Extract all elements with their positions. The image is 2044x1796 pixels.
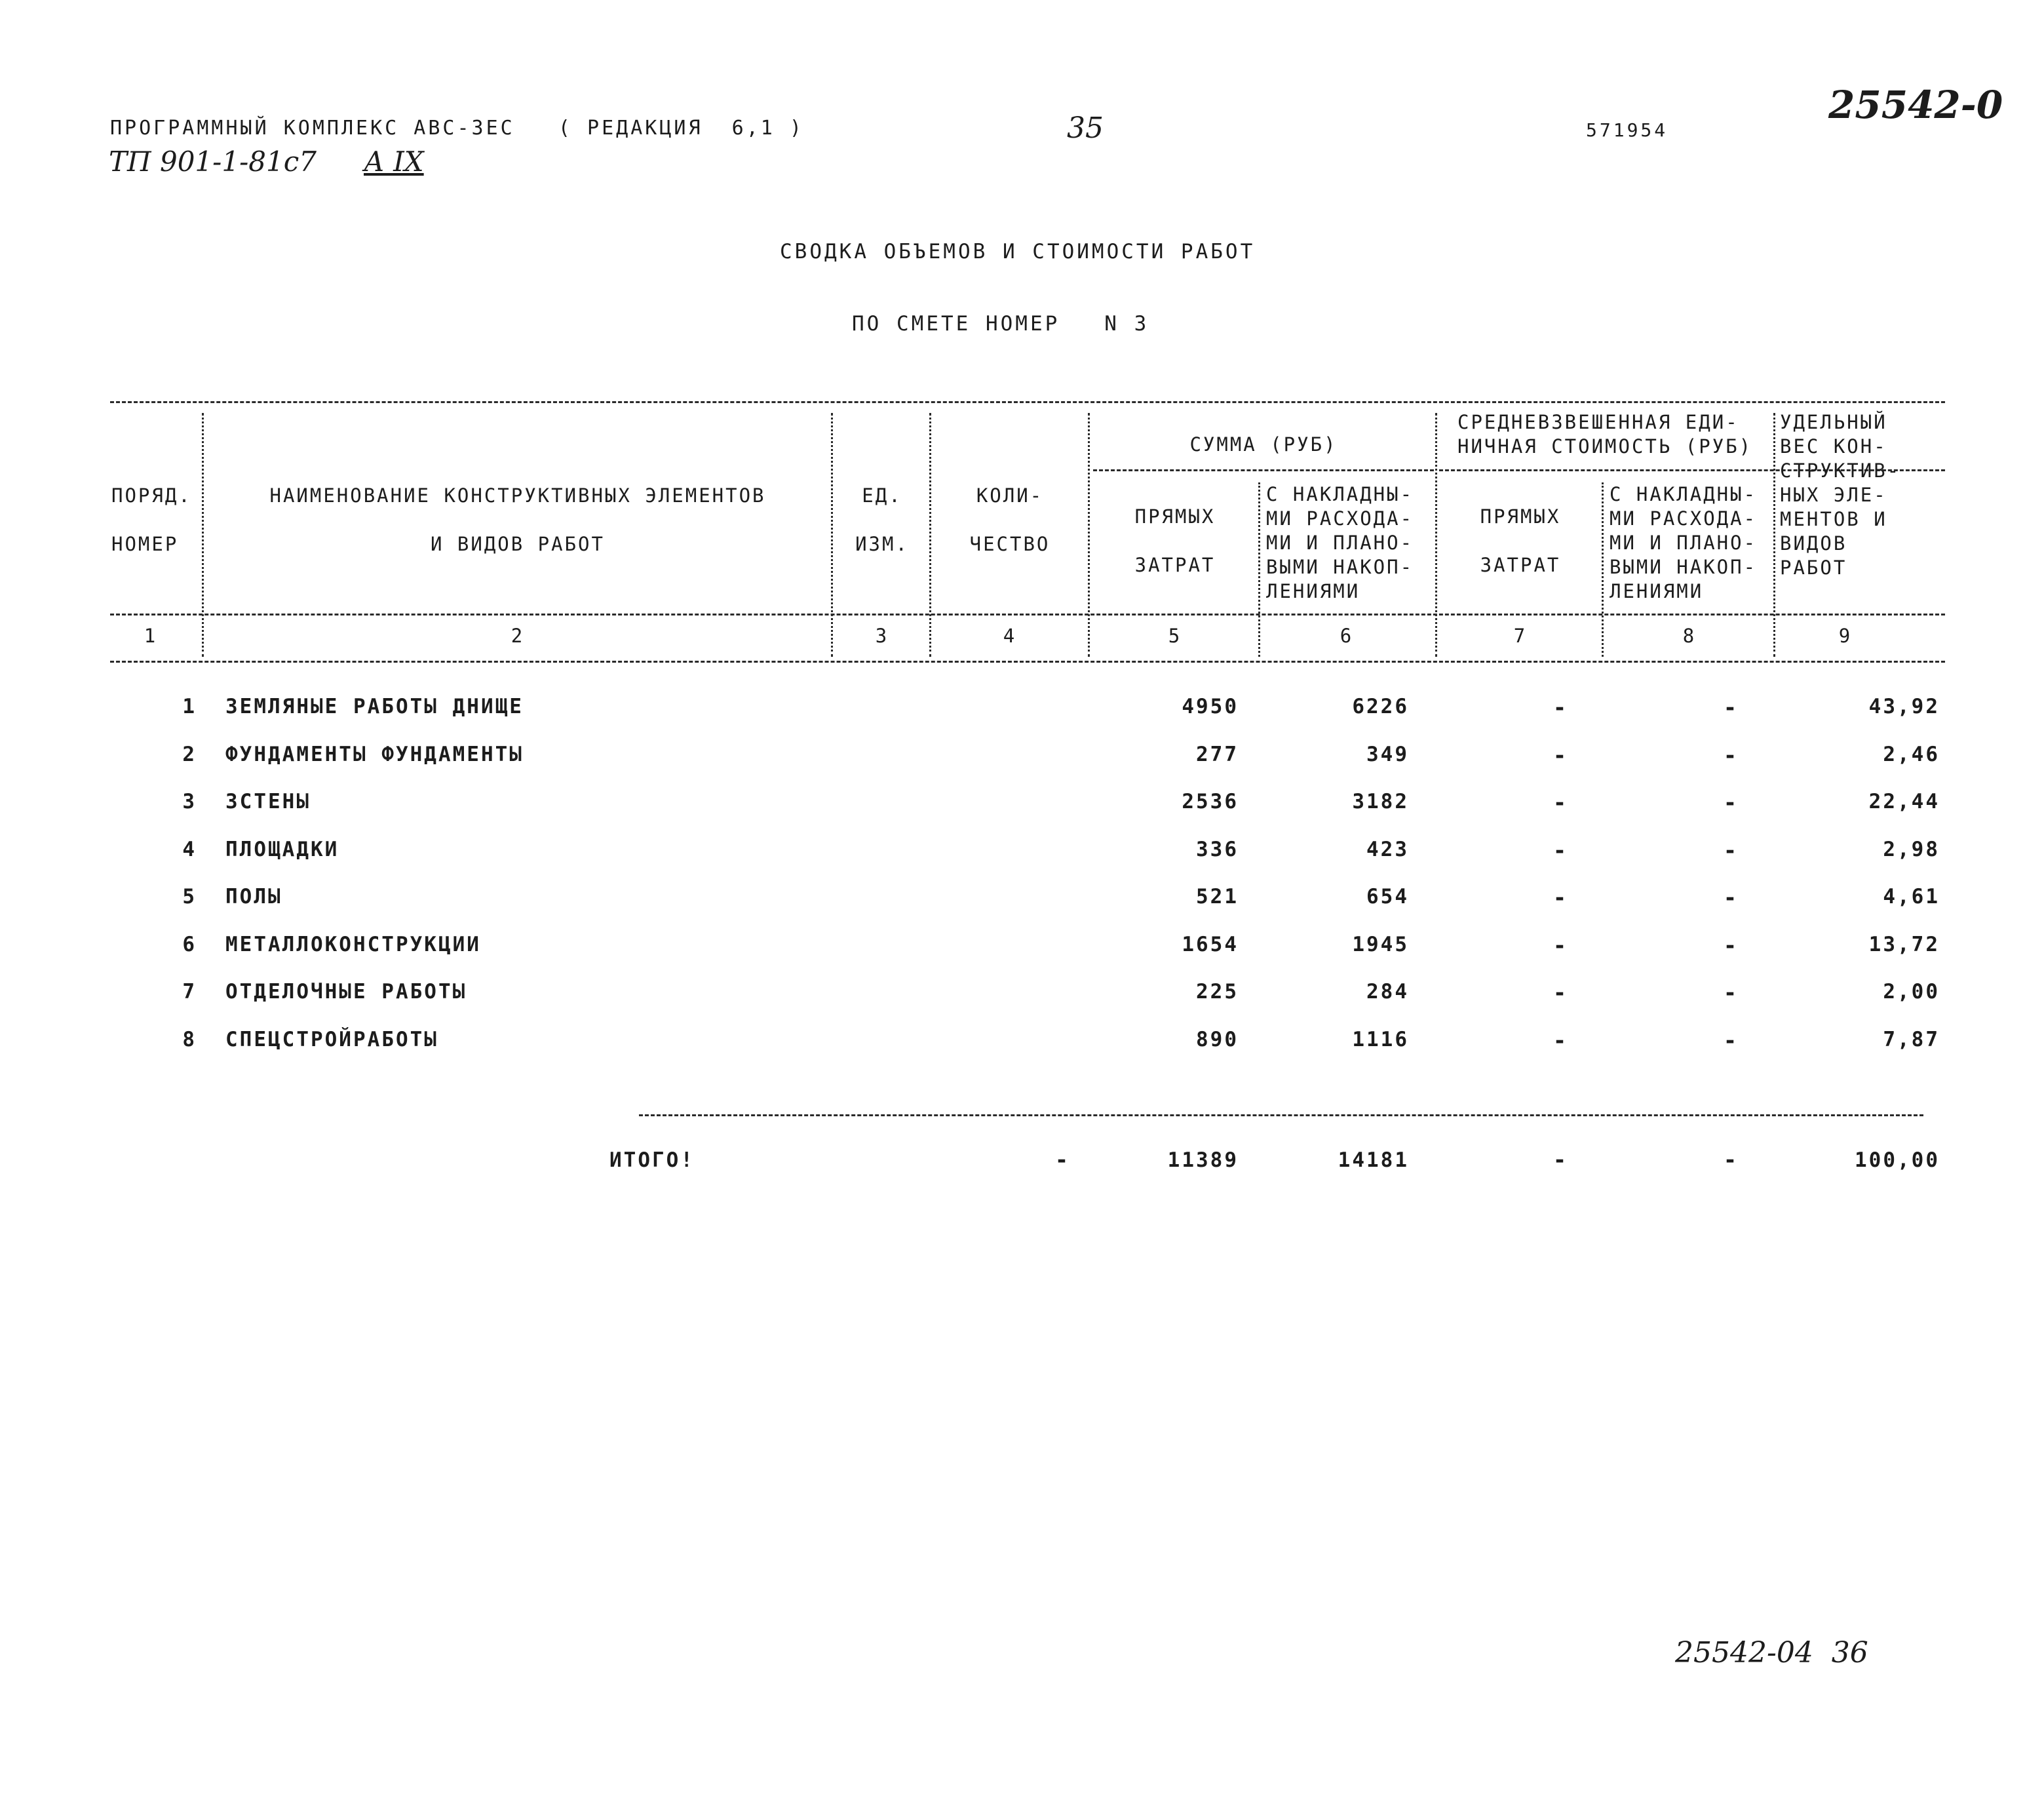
col-number: 4 (1003, 625, 1017, 647)
column-numbers-rule (110, 661, 1945, 663)
row-element-name: ПОЛЫ (225, 885, 282, 908)
row-share: 4,61 (1883, 885, 1940, 908)
sum-group-rule (1093, 469, 1434, 471)
total-avg-direct: - (1552, 1147, 1567, 1173)
row-avg-overhead: - (1723, 885, 1737, 911)
program-header: ПРОГРАММНЫЙ КОМПЛЕКС АВС-3ЕС ( РЕДАКЦИЯ 6,1 ) (110, 117, 804, 140)
row-number: 5 (182, 885, 197, 908)
row-element-name: ОТДЕЛОЧНЫЕ РАБОТЫ (225, 980, 467, 1004)
row-avg-overhead: - (1723, 837, 1737, 864)
col-sep-7 (1602, 482, 1604, 657)
head-sum-group: СУММА (РУБ) (1189, 433, 1338, 456)
row-element-name: МЕТАЛЛОКОНСТРУКЦИИ (225, 932, 481, 956)
row-element-name: СПЕЦСТРОЙРАБОТЫ (225, 1027, 438, 1051)
row-share: 43,92 (1868, 695, 1940, 718)
archive-stamp-bottom: 25542-04 36 (1675, 1636, 1868, 1669)
document-code: 571954 (1586, 119, 1668, 141)
row-share: 13,72 (1868, 932, 1940, 956)
row-element-name: ФУНДАМЕНТЫ ФУНДАМЕНТЫ (225, 742, 524, 766)
head-avg-overhead: С НАКЛАДНЫ- МИ РАСХОДА- МИ И ПЛАНО- ВЫМИ НАКОП- ЛЕНИЯМИ (1610, 483, 1758, 602)
row-avg-overhead: - (1723, 695, 1737, 721)
row-avg-direct: - (1552, 742, 1567, 769)
col-number: 6 (1340, 625, 1354, 647)
total-direct: 11389 (1167, 1148, 1239, 1172)
row-with-overhead: 284 (1366, 980, 1409, 1004)
head-unit: ЕД. ИЗМ. (855, 484, 909, 555)
col-number: 8 (1682, 625, 1697, 647)
row-number: 8 (182, 1027, 197, 1051)
row-with-overhead: 349 (1366, 742, 1409, 766)
row-element-name: ЗСТЕНЫ (225, 790, 311, 813)
col-number: 2 (511, 625, 525, 647)
row-share: 2,98 (1883, 837, 1940, 861)
head-avg-direct: ПРЯМЫХ ЗАТРАТ (1480, 505, 1561, 576)
head-quantity: КОЛИ- ЧЕСТВО (969, 484, 1051, 555)
head-share: УДЕЛЬНЫЙ ВЕС КОН- СТРУКТИВ- НЫХ ЭЛЕ- МЕНТОВ И ВИДОВ РАБОТ (1780, 411, 1901, 579)
row-direct-costs: 225 (1196, 980, 1239, 1004)
row-with-overhead: 423 (1366, 837, 1409, 861)
total-with-overhead: 14181 (1338, 1148, 1409, 1172)
estimate-subtitle: ПО СМЕТЕ НОМЕР N 3 (852, 312, 1149, 336)
row-avg-direct: - (1552, 790, 1567, 816)
row-direct-costs: 277 (1196, 742, 1239, 766)
project-number-handwritten: ТП 901-1-81с7 (109, 146, 317, 178)
row-number: 6 (182, 932, 197, 956)
row-with-overhead: 6226 (1352, 695, 1409, 718)
row-direct-costs: 2536 (1182, 790, 1239, 813)
row-direct-costs: 4950 (1182, 695, 1239, 718)
row-avg-direct: - (1552, 695, 1567, 721)
row-with-overhead: 1116 (1352, 1027, 1409, 1051)
row-share: 22,44 (1868, 790, 1940, 813)
total-label: ИТОГО! (609, 1148, 695, 1172)
row-number: 2 (182, 742, 197, 766)
total-quantity: - (1054, 1147, 1069, 1173)
row-avg-direct: - (1552, 837, 1567, 864)
total-avg-overhead: - (1723, 1147, 1737, 1173)
row-avg-overhead: - (1723, 980, 1737, 1006)
row-avg-overhead: - (1723, 790, 1737, 816)
col-sep-1 (202, 413, 204, 657)
row-element-name: ПЛОЩАДКИ (225, 837, 339, 861)
row-number: 3 (182, 790, 197, 813)
row-with-overhead: 654 (1366, 885, 1409, 908)
archive-stamp-top: 25542-0 (1828, 83, 2003, 127)
row-avg-direct: - (1552, 885, 1567, 911)
row-share: 7,87 (1883, 1027, 1940, 1051)
col-sep-5 (1258, 482, 1260, 657)
row-number: 7 (182, 980, 197, 1004)
row-avg-overhead: - (1723, 742, 1737, 769)
row-number: 4 (182, 837, 197, 861)
row-avg-direct: - (1552, 932, 1567, 959)
row-with-overhead: 1945 (1352, 932, 1409, 956)
col-sep-8 (1773, 413, 1775, 657)
document-title: СВОДКА ОБЪЕМОВ И СТОИМОСТИ РАБОТ (780, 240, 1256, 264)
head-direct-costs: ПРЯМЫХ ЗАТРАТ (1134, 505, 1216, 576)
total-rule (639, 1114, 1923, 1116)
col-number: 5 (1168, 625, 1182, 647)
row-with-overhead: 3182 (1352, 790, 1409, 813)
header-bottom-rule (110, 614, 1945, 615)
row-direct-costs: 521 (1196, 885, 1239, 908)
col-sep-3 (929, 413, 931, 657)
row-number: 1 (182, 695, 197, 718)
row-avg-direct: - (1552, 980, 1567, 1006)
album-number-handwritten: А IX (364, 146, 424, 178)
row-share: 2,46 (1883, 742, 1940, 766)
col-sep-6 (1435, 413, 1437, 657)
col-number: 1 (144, 625, 158, 647)
row-share: 2,00 (1883, 980, 1940, 1004)
row-direct-costs: 1654 (1182, 932, 1239, 956)
row-avg-overhead: - (1723, 1027, 1737, 1054)
col-sep-2 (831, 413, 833, 657)
col-number: 9 (1838, 625, 1853, 647)
row-avg-overhead: - (1723, 932, 1737, 959)
row-direct-costs: 890 (1196, 1027, 1239, 1051)
row-element-name: ЗЕМЛЯНЫЕ РАБОТЫ ДНИЩЕ (225, 695, 524, 718)
total-share: 100,00 (1855, 1148, 1940, 1172)
row-avg-direct: - (1552, 1027, 1567, 1054)
head-with-overhead: С НАКЛАДНЫ- МИ РАСХОДА- МИ И ПЛАНО- ВЫМИ НАКОП- ЛЕНИЯМИ (1266, 483, 1414, 602)
col-number: 7 (1513, 625, 1528, 647)
head-element-name: НАИМЕНОВАНИЕ КОНСТРУКТИВНЫХ ЭЛЕМЕНТОВ И ВИДОВ РАБОТ (269, 484, 766, 555)
col-number: 3 (875, 625, 889, 647)
row-direct-costs: 336 (1196, 837, 1239, 861)
page-number: 35 (1067, 111, 1104, 145)
col-sep-4 (1088, 413, 1090, 657)
table-top-rule (110, 401, 1945, 403)
head-avg-group: СРЕДНЕВЗВЕШЕННАЯ ЕДИ- НИЧНАЯ СТОИМОСТЬ (РУБ) (1457, 411, 1753, 458)
head-order-number: ПОРЯД. НОМЕР (111, 484, 192, 555)
